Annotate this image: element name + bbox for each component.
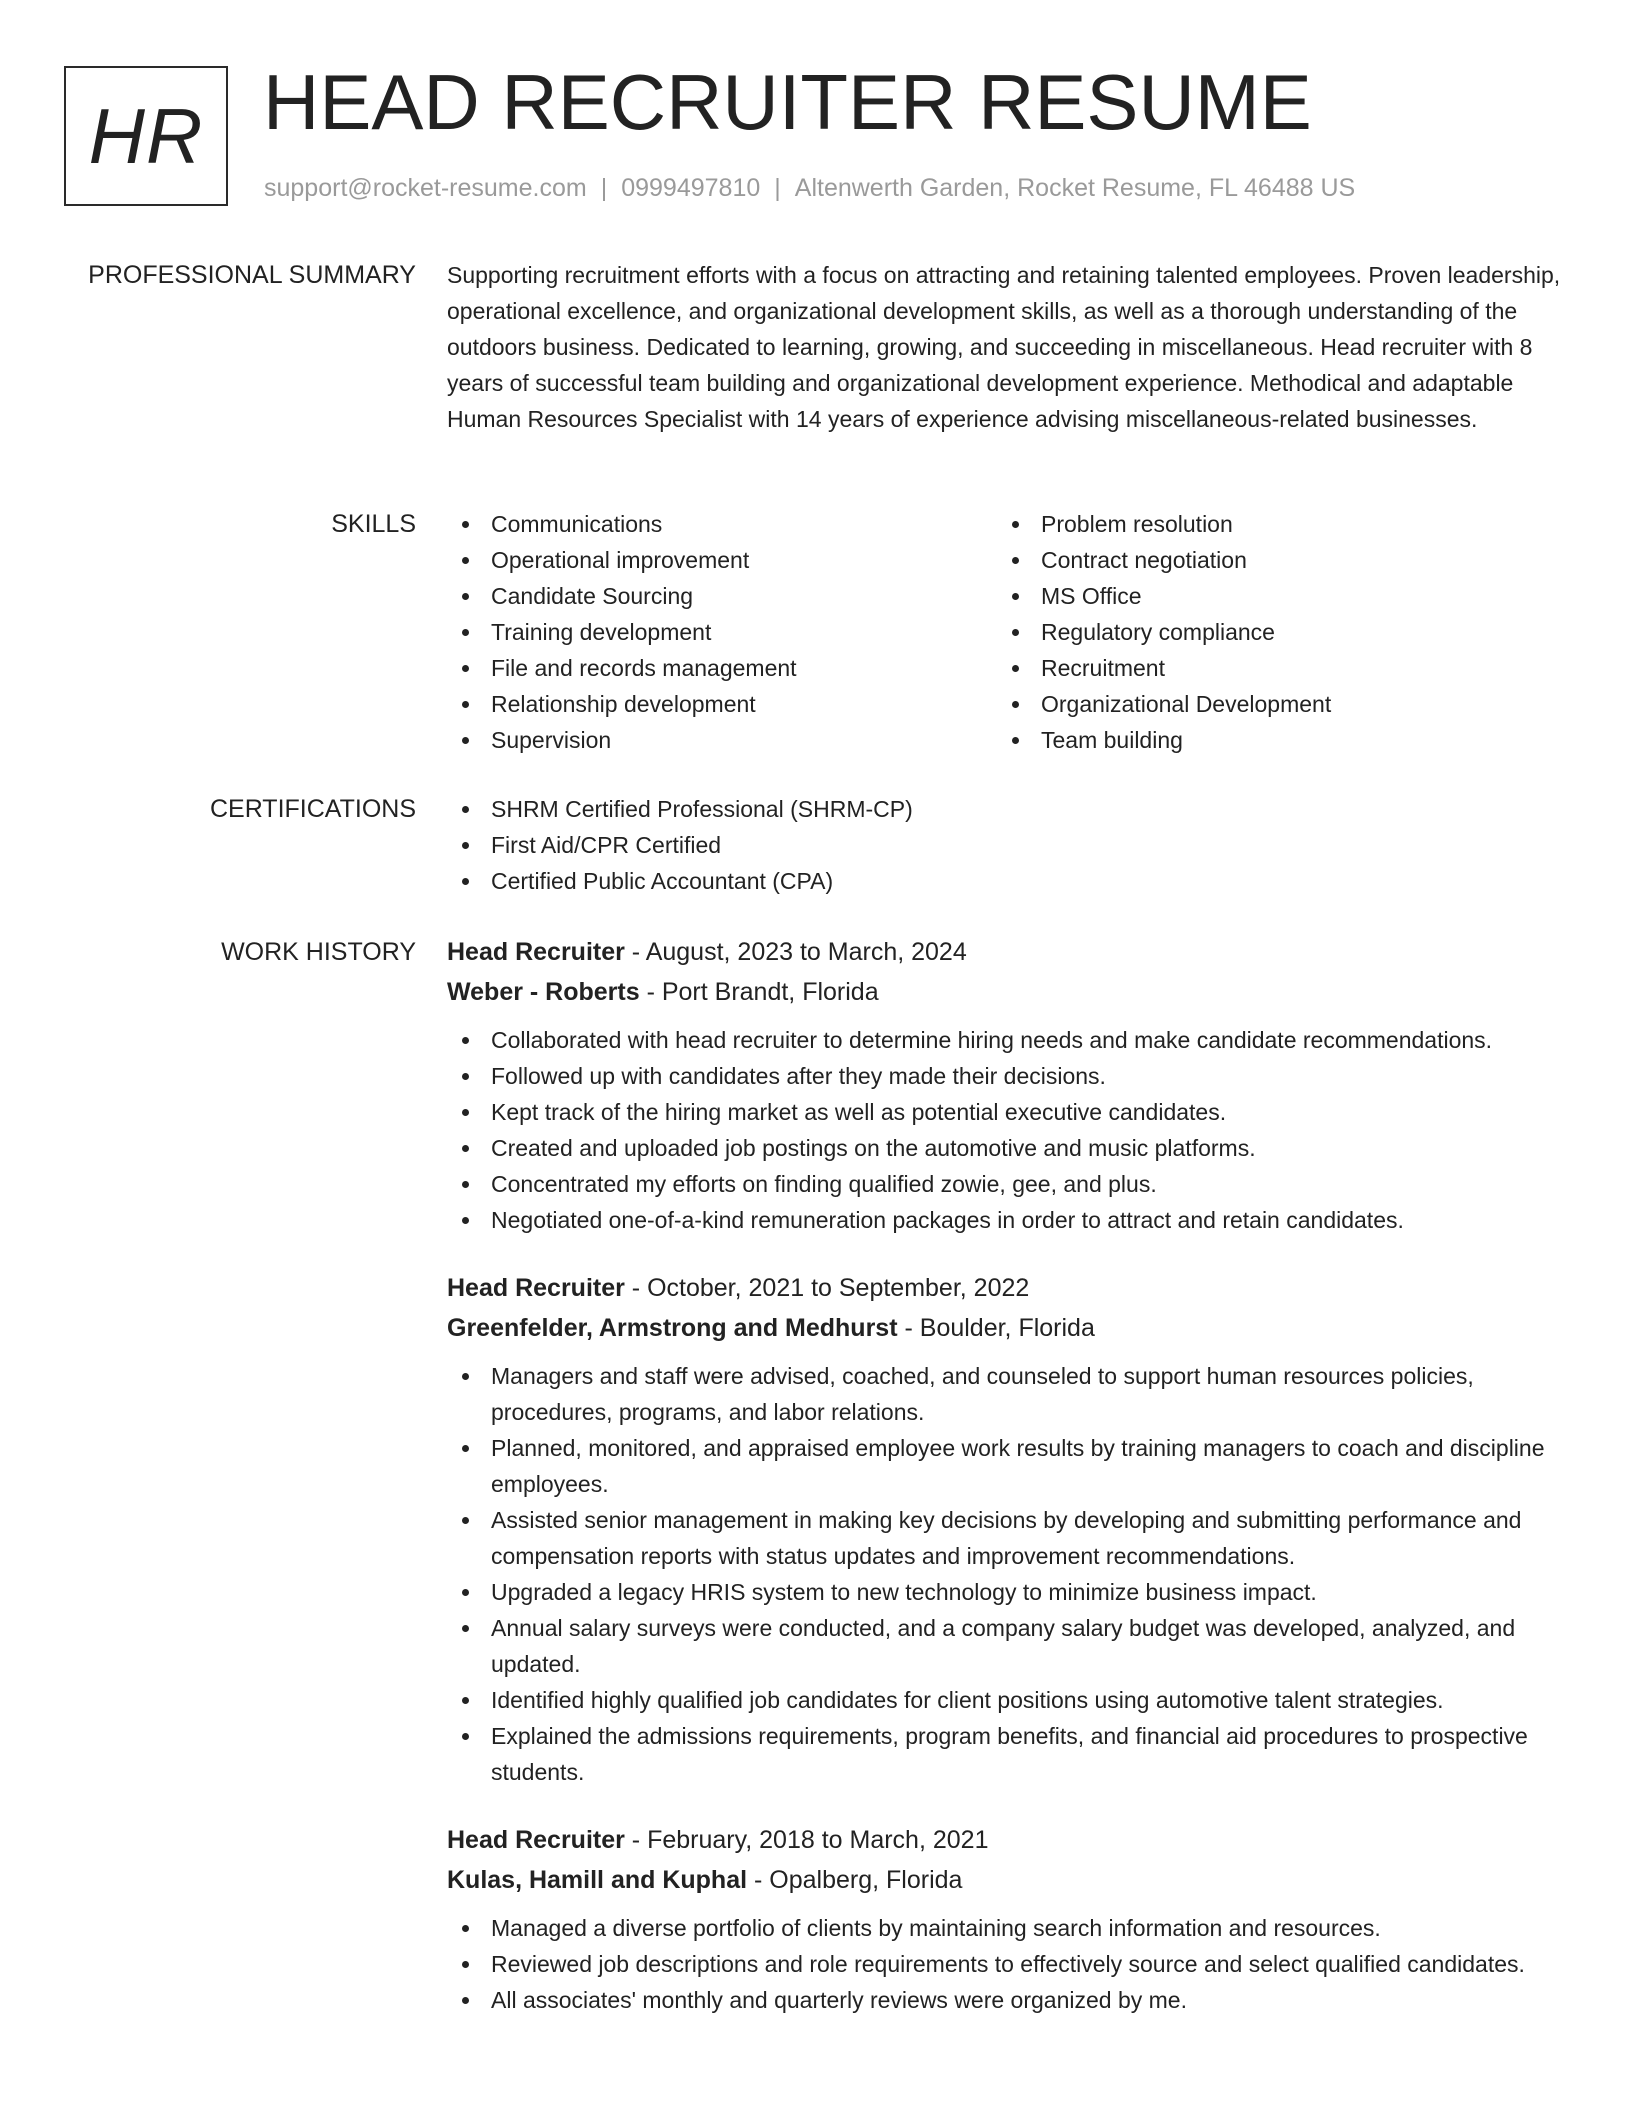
job-duty: Managed a diverse portfolio of clients by maintaining search information and resources. bbox=[447, 1910, 1567, 1946]
certifications-body bbox=[447, 791, 1567, 899]
job-duty: Identified highly qualified job candidates for client positions using automotive talent strategies. bbox=[447, 1682, 1567, 1718]
job-duty: Kept track of the hiring market as well as potential executive candidates. bbox=[447, 1094, 1567, 1130]
skill-item: Recruitment bbox=[997, 650, 1547, 686]
job-duties-list bbox=[447, 1910, 1567, 2018]
summary-heading: PROFESSIONAL SUMMARY bbox=[88, 261, 416, 289]
certifications-list bbox=[447, 791, 1567, 899]
contact-address: Altenwerth Garden, Rocket Resume, FL 46488 US bbox=[794, 174, 1356, 202]
job-duty: Followed up with candidates after they made their decisions. bbox=[447, 1058, 1567, 1094]
work-history-heading: WORK HISTORY bbox=[221, 938, 416, 966]
certification-item: Certified Public Accountant (CPA) bbox=[447, 863, 1567, 899]
resume-title: HEAD RECRUITER RESUME bbox=[263, 58, 1312, 146]
job-title: Head Recruiter bbox=[447, 938, 625, 966]
summary-text: Supporting recruitment efforts with a focus on attracting and retaining talented employees. Proven leadership, operational excellence, and organizational development skills, as well as a thorough understanding of the outdoors business. Dedicated to learning, growing, and succeeding in miscellaneous. Head recruiter with 8 years of successful team building and organizational development experience. Methodical and adaptable Human Resources Specialist with 14 years of experience advising miscellaneous-related businesses. bbox=[447, 262, 1561, 432]
job-duty: Collaborated with head recruiter to determine hiring needs and make candidate recommendations. bbox=[447, 1022, 1567, 1058]
job-duty: All associates' monthly and quarterly reviews were organized by me. bbox=[447, 1982, 1567, 2018]
contact-separator: | bbox=[774, 174, 781, 202]
job-location: - Opalberg, Florida bbox=[747, 1866, 963, 1894]
job-duties-list bbox=[447, 1358, 1567, 1790]
summary-body bbox=[447, 257, 1567, 437]
job-company: Weber - Roberts bbox=[447, 978, 640, 1006]
contact-separator: | bbox=[600, 174, 608, 202]
job-dates: - February, 2018 to March, 2021 bbox=[624, 1826, 989, 1854]
job-title-line bbox=[447, 932, 1567, 972]
job-company: Greenfelder, Armstrong and Medhurst bbox=[447, 1314, 898, 1342]
job-title-line bbox=[447, 1268, 1567, 1308]
skill-item: Regulatory compliance bbox=[997, 614, 1547, 650]
skills-body bbox=[447, 506, 1567, 758]
skills-list-right bbox=[997, 506, 1547, 758]
job-duty: Explained the admissions requirements, program benefits, and financial aid procedures to prospective students. bbox=[447, 1718, 1567, 1790]
job-duty: Created and uploaded job postings on the automotive and music platforms. bbox=[447, 1130, 1567, 1166]
skill-item: Candidate Sourcing bbox=[447, 578, 997, 614]
certifications-heading: CERTIFICATIONS bbox=[209, 795, 416, 823]
skill-item: Training development bbox=[447, 614, 997, 650]
contact-email: support@rocket-resume.com bbox=[264, 174, 587, 202]
skill-item: Organizational Development bbox=[997, 686, 1547, 722]
job-entry bbox=[447, 932, 1567, 1238]
skill-item: Supervision bbox=[447, 722, 997, 758]
job-company: Kulas, Hamill and Kuphal bbox=[447, 1866, 748, 1894]
job-title: Head Recruiter bbox=[447, 1274, 625, 1302]
job-entry bbox=[447, 1820, 1567, 2018]
job-duty: Reviewed job descriptions and role requirements to effectively source and select qualified candidates. bbox=[447, 1946, 1567, 1982]
job-duty: Assisted senior management in making key decisions by developing and submitting performance and compensation reports with status updates and improvement recommendations. bbox=[447, 1502, 1567, 1574]
job-title-line bbox=[447, 1820, 1567, 1860]
skill-item: Contract negotiation bbox=[997, 542, 1547, 578]
monogram-logo: HR bbox=[64, 66, 228, 206]
certification-item: First Aid/CPR Certified bbox=[447, 827, 1567, 863]
job-entry bbox=[447, 1268, 1567, 1790]
job-company-line bbox=[447, 1308, 1567, 1348]
job-duty: Negotiated one-of-a-kind remuneration packages in order to attract and retain candidates. bbox=[447, 1202, 1567, 1238]
skills-heading: SKILLS bbox=[331, 510, 416, 538]
job-duty: Annual salary surveys were conducted, and a company salary budget was developed, analyzed, and updated. bbox=[447, 1610, 1567, 1682]
certification-item: SHRM Certified Professional (SHRM-CP) bbox=[447, 791, 1567, 827]
skill-item: Communications bbox=[447, 506, 997, 542]
job-duty: Planned, monitored, and appraised employee work results by training managers to coach and discipline employees. bbox=[447, 1430, 1567, 1502]
skill-item: Problem resolution bbox=[997, 506, 1547, 542]
skill-item: MS Office bbox=[997, 578, 1547, 614]
job-title: Head Recruiter bbox=[447, 1826, 625, 1854]
job-company-line bbox=[447, 1860, 1567, 1900]
contact-phone: 0999497810 bbox=[621, 174, 761, 202]
skill-item: Team building bbox=[997, 722, 1547, 758]
job-dates: - October, 2021 to September, 2022 bbox=[624, 1274, 1030, 1302]
skills-list-left bbox=[447, 506, 997, 758]
job-duty: Managers and staff were advised, coached, and counseled to support human resources policies, procedures, programs, and labor relations. bbox=[447, 1358, 1567, 1430]
skill-item: Operational improvement bbox=[447, 542, 997, 578]
job-duty: Upgraded a legacy HRIS system to new technology to minimize business impact. bbox=[447, 1574, 1567, 1610]
job-dates: - August, 2023 to March, 2024 bbox=[624, 938, 967, 966]
job-company-line bbox=[447, 972, 1567, 1012]
contact-line bbox=[264, 174, 1355, 203]
skill-item: Relationship development bbox=[447, 686, 997, 722]
job-duty: Concentrated my efforts on finding qualified zowie, gee, and plus. bbox=[447, 1166, 1567, 1202]
job-location: - Port Brandt, Florida bbox=[639, 978, 879, 1006]
job-location: - Boulder, Florida bbox=[897, 1314, 1095, 1342]
skill-item: File and records management bbox=[447, 650, 997, 686]
work-history-body bbox=[447, 932, 1567, 2048]
job-duties-list bbox=[447, 1022, 1567, 1238]
